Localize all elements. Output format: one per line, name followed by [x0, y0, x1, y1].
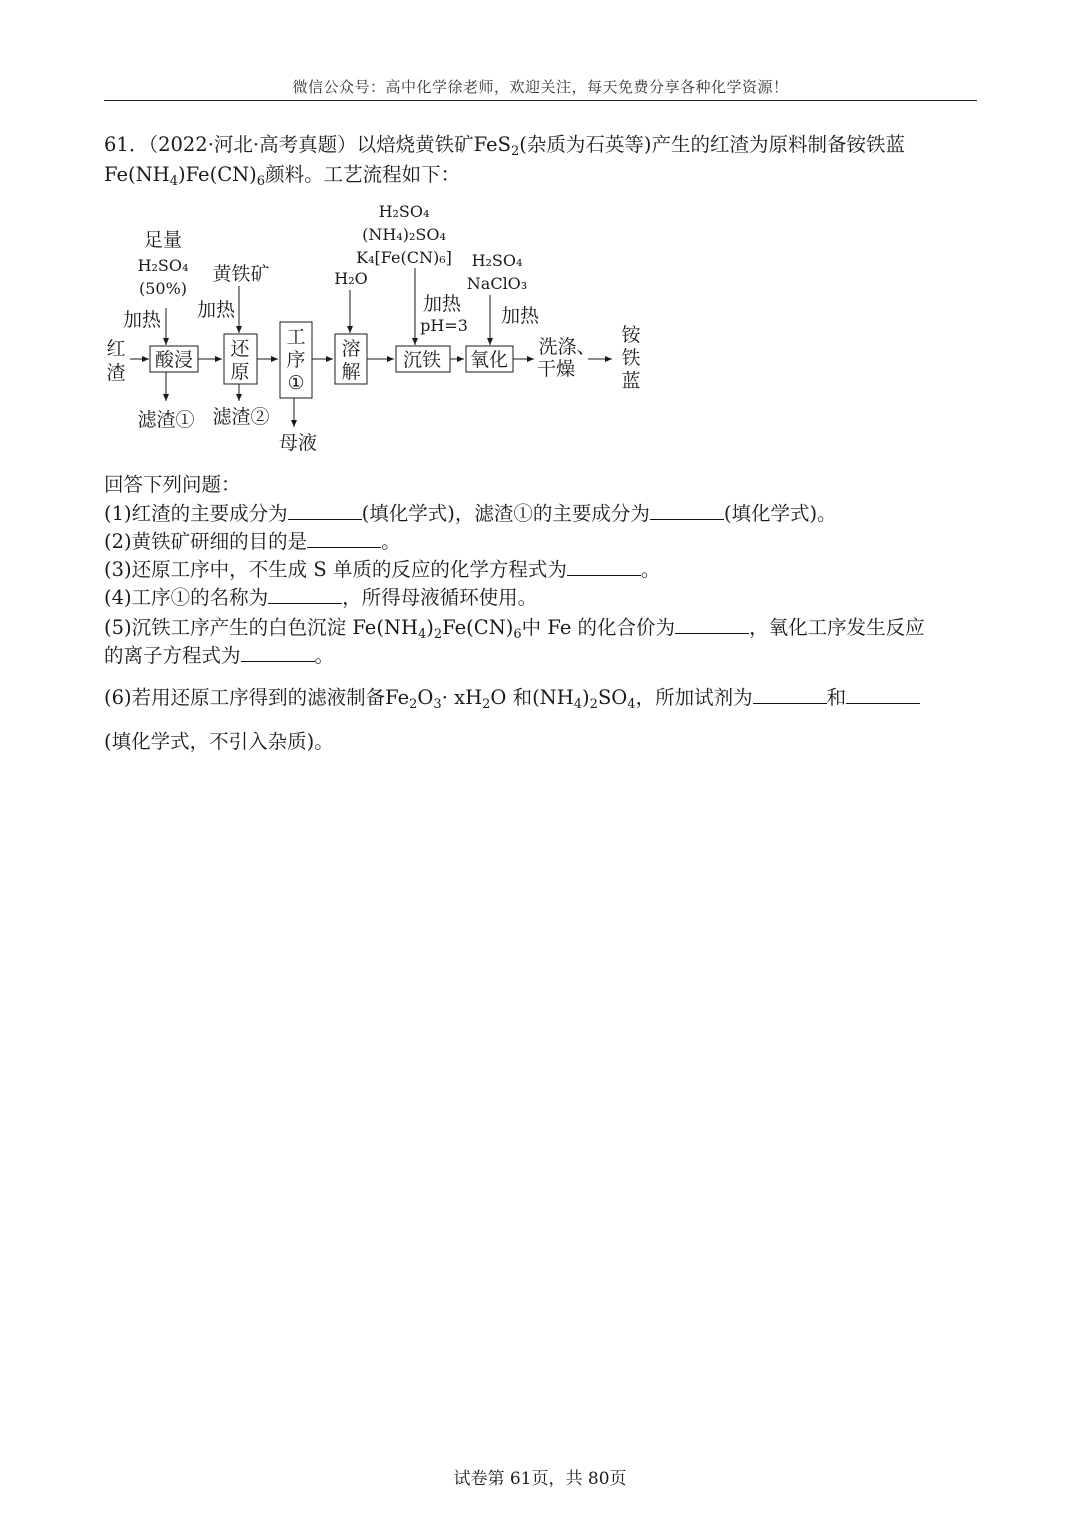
product-2: 铁 [621, 347, 641, 369]
reagent-precip-5: pH=3 [420, 316, 468, 335]
answer-blank[interactable] [675, 613, 749, 634]
reagent-precip-1: H₂SO₄ [378, 202, 430, 221]
reagent-precip-2: (NH₄)₂SO₄ [362, 225, 446, 244]
box-reduce-label-1: 还 [230, 338, 250, 360]
mother-liquor: 母液 [278, 432, 318, 454]
page-footer: 试卷第 61页，共 80页 [453, 1469, 627, 1489]
residue-1: 滤渣① [137, 409, 195, 431]
question-6-line2: (填化学式，不引入杂质)。 [104, 730, 334, 753]
box-step1-label-1: 工 [286, 326, 306, 348]
box-reduce-label-2: 原 [230, 361, 250, 383]
flow-start-red-residue-1: 红 [106, 338, 126, 360]
answer-blank[interactable] [846, 683, 920, 704]
flow-start-red-residue-2: 渣 [106, 362, 126, 384]
residue-2: 滤渣② [212, 406, 270, 428]
answer-blank[interactable] [753, 683, 827, 704]
question-stem-line1: 61．（2022·河北·高考真题）以焙烧黄铁矿FeS$_2$(杂质为石英等)产生的红渣为原料制备铵铁蓝 [104, 133, 905, 159]
question-5-line2: 的离子方程式为 。 [104, 641, 984, 671]
question-1: (1)红渣的主要成分为 (填化学式)，滤渣①的主要成分为 (填化学式)。 [104, 499, 984, 529]
question-5-line1: (5)沉铁工序产生的白色沉淀 $Fe(NH_4)_2Fe(CN)_6$中 Fe 的化合价为 ，氧化工序发生反应 [104, 613, 984, 643]
step-wash-1: 洗涤、 [538, 336, 596, 358]
page-header: 微信公众号：高中化学徐老师，欢迎关注，每天免费分享各种化学资源！ [292, 78, 789, 96]
question-3: (3)还原工序中，不生成 S 单质的反应的化学方程式为 。 [104, 555, 984, 585]
answer-blank[interactable] [567, 555, 641, 576]
box-acid-leach-label: 酸浸 [154, 349, 194, 371]
process-flow-diagram [100, 198, 660, 460]
reagent-reduce-heat: 加热 [196, 299, 236, 321]
box-dissolve-label-1: 溶 [341, 338, 361, 360]
reagent-water: H₂O [334, 269, 368, 288]
box-step1-label-2: 序 [286, 349, 306, 371]
question-6-line1: (6)若用还原工序得到的滤液制备$Fe_2O_3\cdot xH_2O$ 和$(NH_4)_2SO_4$，所加试剂为 和 [104, 683, 984, 713]
reagent-acid-2: H₂SO₄ [137, 256, 189, 275]
box-dissolve-label-2: 解 [341, 361, 361, 383]
box-oxidize-label: 氧化 [469, 349, 509, 371]
reagent-acid-3: (50%) [138, 279, 188, 298]
reagent-acid-1: 足量 [143, 229, 183, 251]
step-wash-2: 干燥 [536, 358, 576, 380]
answer-blank[interactable] [307, 527, 381, 548]
answer-blank[interactable] [288, 499, 362, 520]
answer-blank[interactable] [241, 641, 315, 662]
question-stem-line2: $Fe(NH_4)Fe(CN)_6$颜料。工艺流程如下： [104, 163, 461, 189]
reagent-precip-3: K₄[Fe(CN)₆] [356, 248, 452, 267]
reagent-acid-4: 加热 [122, 309, 162, 331]
product-1: 铵 [621, 324, 641, 346]
reagent-oxid-1: H₂SO₄ [471, 251, 523, 270]
question-4: (4)工序①的名称为 ，所得母液循环使用。 [104, 583, 984, 613]
product-3: 蓝 [621, 370, 641, 392]
reagent-oxid-2: NaClO₃ [466, 274, 528, 293]
question-2: (2)黄铁矿研细的目的是 。 [104, 527, 984, 557]
header-divider [104, 100, 977, 101]
box-step1-label-3: ① [287, 372, 305, 394]
answer-blank[interactable] [268, 583, 342, 604]
answer-blank[interactable] [650, 499, 724, 520]
answers-intro: 回答下列问题： [104, 473, 241, 496]
reagent-precip-4: 加热 [422, 293, 462, 315]
reagent-pyrite: 黄铁矿 [212, 263, 270, 285]
reagent-oxid-3: 加热 [500, 305, 540, 327]
box-precipitate-label: 沉铁 [402, 349, 442, 371]
